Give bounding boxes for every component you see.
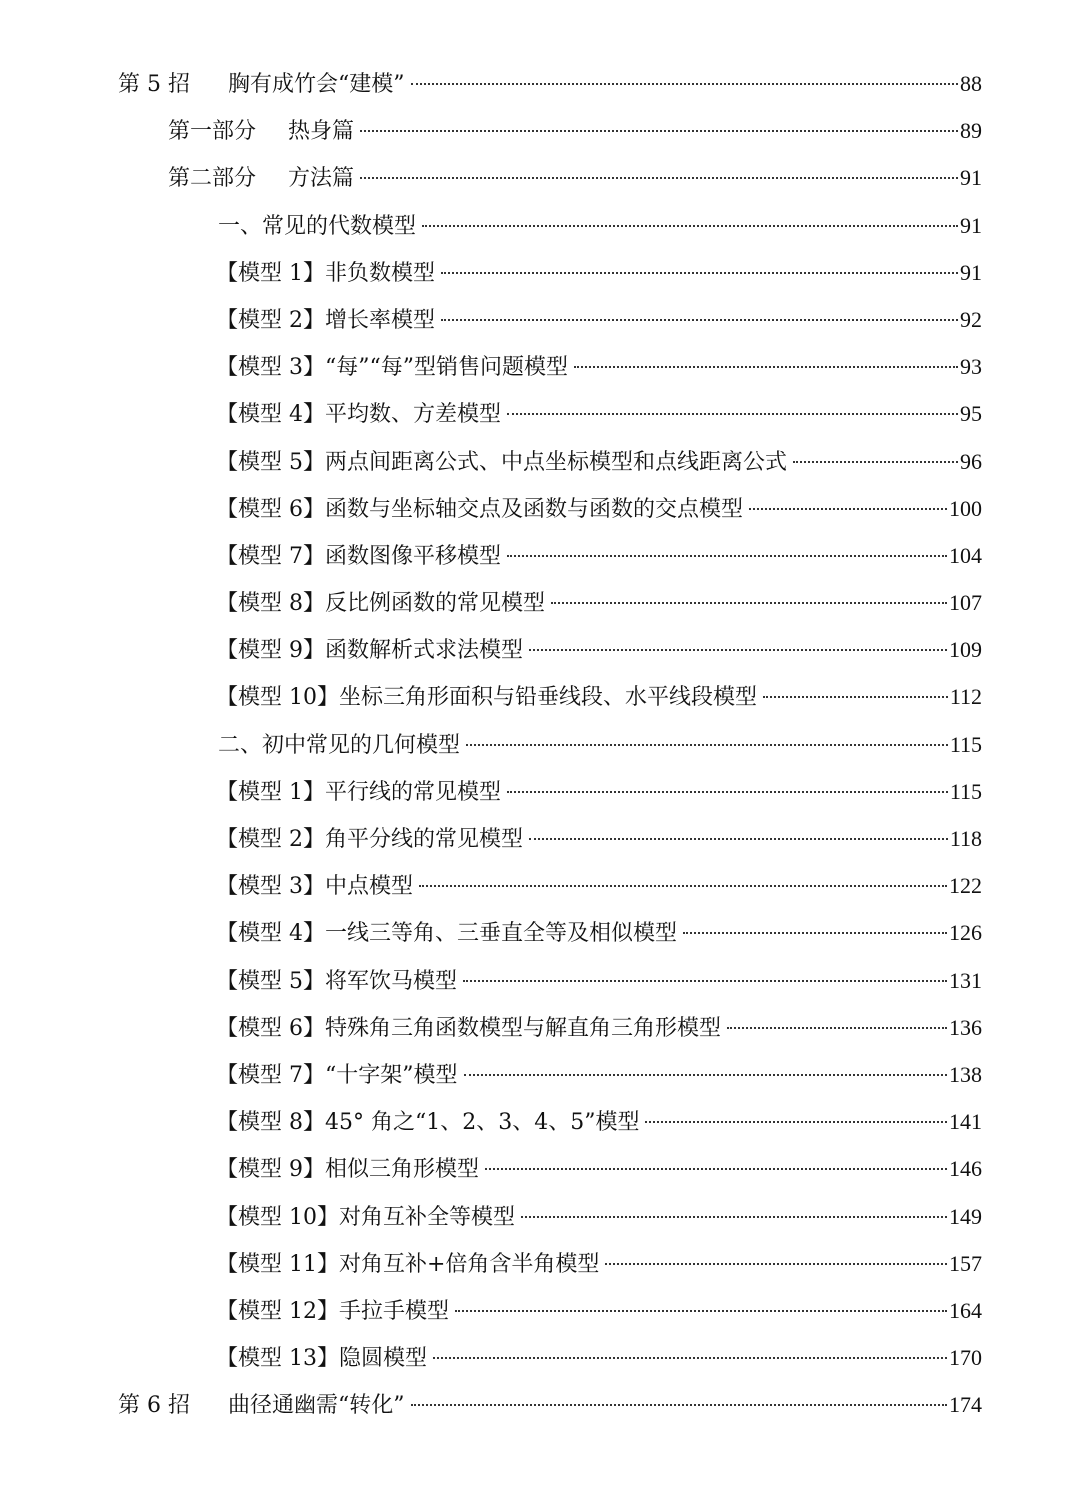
toc-entry-title: 【模型 6】函数与坐标轴交点及函数与函数的交点模型 <box>216 496 743 522</box>
toc-entry-label <box>216 297 435 344</box>
toc-entry[interactable] <box>0 1051 1080 1098</box>
toc-dot-leader <box>441 319 958 321</box>
toc-entry-label <box>216 344 568 391</box>
toc-page-number: 149 <box>949 1203 982 1229</box>
toc-dot-leader <box>411 1404 948 1406</box>
toc-dot-leader <box>529 838 948 840</box>
toc-page-number: 141 <box>949 1109 982 1135</box>
toc-dot-leader <box>507 555 947 557</box>
toc-dot-leader <box>749 508 947 510</box>
toc-dot-leader <box>529 649 947 651</box>
toc-entry-title: 【模型 3】“每”“每”型销售问题模型 <box>216 355 568 381</box>
toc-entry-label <box>216 533 501 580</box>
toc-page-number: 115 <box>949 731 982 757</box>
toc-entry[interactable] <box>0 343 1080 390</box>
toc-entry-title: 【模型 1】平行线的常见模型 <box>216 779 501 805</box>
toc-entry[interactable] <box>0 1145 1080 1192</box>
toc-page-number: 96 <box>960 448 982 474</box>
toc-entry-prefix: 第 6 招 <box>118 1393 190 1419</box>
toc-page-number: 104 <box>949 542 982 568</box>
toc-entry-label <box>216 486 743 533</box>
toc-page-number: 157 <box>949 1250 982 1276</box>
toc-page-number: 91 <box>960 259 982 285</box>
toc-entry-label <box>216 816 523 863</box>
toc-entry-title: 【模型 2】增长率模型 <box>216 307 435 333</box>
toc-entry[interactable] <box>0 532 1080 579</box>
toc-page-number: 122 <box>949 873 982 899</box>
toc-entry-label <box>216 439 787 486</box>
toc-entry-label <box>216 1005 721 1052</box>
toc-dot-leader <box>727 1027 947 1029</box>
toc-entry-title: 胸有成竹会“建模” <box>228 72 405 97</box>
toc-entry[interactable] <box>0 390 1080 437</box>
toc-page-number: 115 <box>949 778 982 804</box>
toc-entry-prefix: 第 5 招 <box>118 72 190 97</box>
toc-entry[interactable] <box>0 202 1080 249</box>
toc-dot-leader <box>683 932 947 934</box>
toc-dot-leader <box>464 1074 948 1076</box>
toc-entry-title: 【模型 4】平均数、方差模型 <box>216 402 501 428</box>
toc-page-number: 89 <box>960 118 982 144</box>
toc-entry[interactable] <box>0 249 1080 296</box>
toc-entry-title: 【模型 6】特殊角三角函数模型与解直角三角形模型 <box>216 1015 721 1041</box>
toc-entry-title: 【模型 3】中点模型 <box>216 874 413 900</box>
toc-page-number: 136 <box>949 1014 982 1040</box>
toc-entry[interactable] <box>0 815 1080 862</box>
toc-entry-label <box>216 627 523 674</box>
toc-dot-leader <box>605 1263 947 1265</box>
toc-entry-title: 【模型 7】函数图像平移模型 <box>216 543 501 569</box>
toc-dot-leader <box>507 413 958 415</box>
toc-entry-label <box>216 1146 479 1193</box>
toc-page-number: 170 <box>949 1345 982 1371</box>
toc-entry-label <box>216 958 457 1005</box>
toc-entry[interactable] <box>0 768 1080 815</box>
toc-page-number: 174 <box>949 1392 982 1418</box>
toc-entry-title: 【模型 9】相似三角形模型 <box>216 1157 479 1183</box>
toc-page-number: 107 <box>949 590 982 616</box>
toc-entry-title: 方法篇 <box>288 166 355 192</box>
toc-page-number: 126 <box>949 920 982 946</box>
toc-entry[interactable] <box>0 957 1080 1004</box>
toc-page-number: 95 <box>960 401 982 427</box>
toc-entry-title: 【模型 12】手拉手模型 <box>216 1298 449 1324</box>
toc-entry-title: 【模型 5】两点间距离公式、中点坐标模型和点线距离公式 <box>216 449 787 475</box>
toc-page-number: 164 <box>949 1297 982 1323</box>
toc-entry-label <box>216 863 413 910</box>
toc-dot-leader <box>763 696 948 698</box>
toc-page-number: 91 <box>960 212 982 238</box>
toc-page-number: 146 <box>949 1156 982 1182</box>
toc-entry-prefix: 第二部分 <box>168 166 257 192</box>
toc-entry-label <box>216 391 501 438</box>
toc-dot-leader <box>551 602 947 604</box>
toc-entry-title: 【模型 2】角平分线的常见模型 <box>216 827 523 852</box>
toc-entry-label <box>218 203 416 250</box>
toc-entry[interactable] <box>0 438 1080 485</box>
toc-entry[interactable] <box>0 485 1080 532</box>
toc-dot-leader <box>485 1168 947 1170</box>
toc-entry-title: 【模型 10】坐标三角形面积与铅垂线段、水平线段模型 <box>216 685 757 711</box>
toc-dot-leader <box>507 791 948 793</box>
toc-entry-label <box>216 1335 427 1382</box>
toc-dot-leader <box>411 83 959 85</box>
toc-entry[interactable] <box>0 296 1080 343</box>
toc-entry-title: 【模型 1】非负数模型 <box>216 260 435 286</box>
toc-dot-leader <box>441 272 958 274</box>
toc-dot-leader <box>422 225 958 227</box>
toc-entry[interactable] <box>0 107 1080 154</box>
toc-entry-title: 【模型 5】将军饮马模型 <box>216 968 457 994</box>
toc-entry[interactable] <box>0 1004 1080 1051</box>
toc-dot-leader <box>433 1357 947 1359</box>
toc-page-number: 138 <box>949 1061 982 1087</box>
toc-page-number: 131 <box>949 967 982 993</box>
toc-entry[interactable] <box>0 909 1080 956</box>
toc-entry[interactable] <box>0 154 1080 201</box>
toc-entry-label <box>118 1382 405 1429</box>
toc-dot-leader <box>463 980 947 982</box>
toc-page-number: 92 <box>960 306 982 332</box>
toc-page-number: 91 <box>960 165 982 191</box>
toc-dot-leader <box>521 1216 947 1218</box>
toc-page-number: 100 <box>949 495 982 521</box>
toc-entry[interactable] <box>0 626 1080 673</box>
toc-entry-label <box>118 61 405 108</box>
toc-entry-label <box>218 722 460 769</box>
toc-entry[interactable] <box>0 1381 1080 1428</box>
toc-entry[interactable] <box>0 1334 1080 1381</box>
toc-entry-title: 一、常见的代数模型 <box>218 213 417 239</box>
toc-entry[interactable] <box>0 1240 1080 1287</box>
toc-dot-leader <box>455 1310 947 1312</box>
toc-dot-leader <box>574 366 958 368</box>
toc-entry[interactable] <box>0 1193 1080 1240</box>
toc-entry-label <box>216 1241 599 1288</box>
toc-entry-label <box>216 674 757 721</box>
table-of-contents <box>0 60 1080 1428</box>
toc-dot-leader <box>645 1121 947 1123</box>
toc-entry-label <box>216 1194 515 1241</box>
toc-entry-title: 【模型 9】函数解析式求法模型 <box>216 638 523 664</box>
toc-entry[interactable] <box>0 721 1080 768</box>
toc-entry-title: 【模型 7】“十字架”模型 <box>216 1062 458 1088</box>
toc-page-number: 118 <box>949 826 982 851</box>
toc-page-number: 112 <box>949 684 982 710</box>
toc-dot-leader <box>360 177 958 179</box>
toc-entry-label <box>216 1099 639 1146</box>
toc-entry-label <box>216 910 677 957</box>
toc-entry-label <box>216 250 435 297</box>
toc-entry-title: 【模型 8】反比例函数的常见模型 <box>216 591 545 617</box>
toc-entry[interactable] <box>0 1287 1080 1334</box>
toc-page-number: 109 <box>949 637 982 663</box>
toc-dot-leader <box>793 461 958 463</box>
toc-dot-leader <box>360 130 958 132</box>
toc-entry-label <box>216 580 545 627</box>
toc-entry-title: 【模型 10】对角互补全等模型 <box>216 1204 515 1230</box>
toc-entry-label <box>168 155 354 202</box>
toc-entry-title: 二、初中常见的几何模型 <box>218 732 461 758</box>
toc-entry[interactable] <box>0 862 1080 909</box>
toc-entry[interactable] <box>0 673 1080 720</box>
toc-dot-leader <box>419 885 947 887</box>
toc-entry-title: 【模型 13】隐圆模型 <box>216 1346 427 1372</box>
toc-entry-prefix: 第一部分 <box>168 119 257 145</box>
toc-entry[interactable] <box>0 1098 1080 1145</box>
toc-entry-label <box>216 769 501 816</box>
toc-entry-title: 【模型 11】对角互补+倍角含半角模型 <box>216 1251 600 1277</box>
toc-entry-title: 曲径通幽需“转化” <box>228 1393 405 1419</box>
toc-page-number: 88 <box>960 71 982 96</box>
toc-entry[interactable] <box>0 60 1080 107</box>
toc-entry[interactable] <box>0 579 1080 626</box>
toc-entry-label <box>216 1288 449 1335</box>
toc-entry-title: 【模型 4】一线三等角、三垂直全等及相似模型 <box>216 921 677 947</box>
toc-entry-title: 热身篇 <box>288 119 355 145</box>
toc-entry-label <box>216 1052 458 1099</box>
toc-entry-label <box>168 108 354 155</box>
toc-entry-title: 【模型 8】45° 角之“1、2、3、4、5”模型 <box>216 1110 640 1136</box>
toc-dot-leader <box>466 744 948 746</box>
toc-page-number: 93 <box>960 354 982 380</box>
